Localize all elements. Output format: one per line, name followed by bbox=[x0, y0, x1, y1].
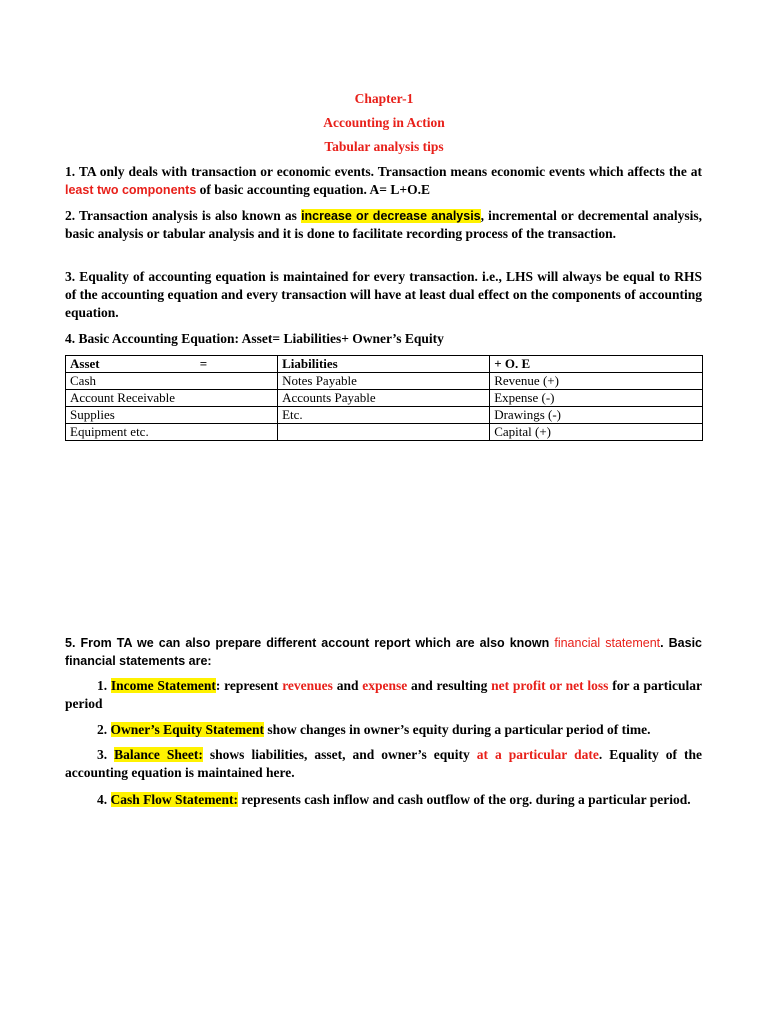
list-number: 4. bbox=[97, 792, 111, 807]
chapter-title: Accounting in Action bbox=[323, 115, 445, 130]
header-asset bbox=[66, 356, 278, 373]
chapter-number: Chapter-1 bbox=[354, 91, 414, 106]
table-cell: Expense (-) bbox=[490, 390, 703, 407]
paragraph-5 bbox=[65, 634, 702, 670]
item-text: and bbox=[332, 678, 363, 693]
list-item-owners-equity-statement bbox=[65, 721, 702, 739]
red-particular-date: at a particular date bbox=[476, 747, 599, 762]
list-item-cash-flow-statement bbox=[65, 791, 702, 809]
red-net-profit: net profit or net loss bbox=[491, 678, 609, 693]
item-text: show changes in owner’s equity during a particular period of time. bbox=[263, 722, 651, 737]
paragraph-1 bbox=[65, 163, 702, 199]
p5-text-a: 5. From TA we can also prepare different account report which are also known bbox=[65, 636, 555, 650]
accounting-equation-table bbox=[65, 355, 703, 441]
header-liabilities: Liabilities bbox=[278, 356, 490, 373]
list-item-income-statement bbox=[65, 677, 702, 713]
p1-text-c: of basic accounting equation. A= L+O.E bbox=[196, 182, 430, 197]
term-balance-sheet: Balance Sheet: bbox=[114, 747, 203, 762]
table-header-row bbox=[66, 356, 703, 373]
header-owners-equity: + O. E bbox=[490, 356, 703, 373]
term-owners-equity-statement: Owner’s Equity Statement bbox=[110, 722, 264, 737]
item-text: . Equality of the accounting equation is maintained here. bbox=[65, 747, 702, 780]
p5-text-c: . Basic financial statements are: bbox=[65, 636, 703, 668]
p5-red-term: financial statement bbox=[554, 636, 661, 650]
table-cell: Capital (+) bbox=[490, 424, 703, 441]
table-cell: Cash bbox=[66, 373, 278, 390]
table-cell: Accounts Payable bbox=[278, 390, 490, 407]
p2-text-c: , incremental or decremental analysis, basic analysis or tabular analysis and it is done to facilitate recording process of the transaction. bbox=[65, 208, 702, 241]
paragraph-4: 4. Basic Accounting Equation: Asset= Liabilities+ Owner’s Equity bbox=[65, 331, 444, 346]
table-cell: Drawings (-) bbox=[490, 407, 703, 424]
paragraph-2 bbox=[65, 207, 702, 243]
item-text: shows liabilities, asset, and owner’s equity bbox=[202, 747, 477, 762]
list-number: 2. bbox=[97, 722, 111, 737]
list-item-balance-sheet bbox=[65, 746, 702, 782]
header-asset-label: Asset bbox=[70, 356, 100, 371]
table-row bbox=[66, 373, 703, 390]
paragraph-3: 3. Equality of accounting equation is maintained for every transaction. i.e., LHS will always be equal to RHS of the accounting equation and every transaction will have at least dual effect on the components of accounting equation. bbox=[65, 269, 702, 320]
list-number: 1. bbox=[97, 678, 111, 693]
item-text: : represent bbox=[215, 678, 283, 693]
table-cell bbox=[278, 424, 490, 441]
table-cell: Equipment etc. bbox=[66, 424, 278, 441]
table-row bbox=[66, 424, 703, 441]
table-row bbox=[66, 407, 703, 424]
term-income-statement: Income Statement bbox=[110, 678, 216, 693]
p1-text-a: 1. TA only deals with transaction or economic events. Transaction means economic events which affects the at bbox=[65, 164, 702, 179]
section-subtitle: Tabular analysis tips bbox=[324, 139, 444, 154]
red-expense: expense bbox=[362, 678, 408, 693]
table-cell: Etc. bbox=[278, 407, 490, 424]
item-text: for a particular period bbox=[65, 678, 702, 711]
item-text: represents cash inflow and cash outflow of the org. during a particular period. bbox=[238, 792, 691, 807]
p2-text-a: 2. Transaction analysis is also known as bbox=[65, 208, 302, 223]
table-row bbox=[66, 390, 703, 407]
table-cell: Account Receivable bbox=[66, 390, 278, 407]
p2-highlight: increase or decrease analysis bbox=[301, 209, 481, 223]
p1-highlight-red: least two components bbox=[65, 183, 197, 197]
table-cell: Revenue (+) bbox=[490, 373, 703, 390]
item-text: and resulting bbox=[407, 678, 492, 693]
list-number: 3. bbox=[97, 747, 115, 762]
table-cell: Supplies bbox=[66, 407, 278, 424]
red-revenues: revenues bbox=[282, 678, 333, 693]
term-cash-flow-statement: Cash Flow Statement: bbox=[110, 792, 238, 807]
table-cell: Notes Payable bbox=[278, 373, 490, 390]
header-equals: = bbox=[199, 356, 208, 371]
